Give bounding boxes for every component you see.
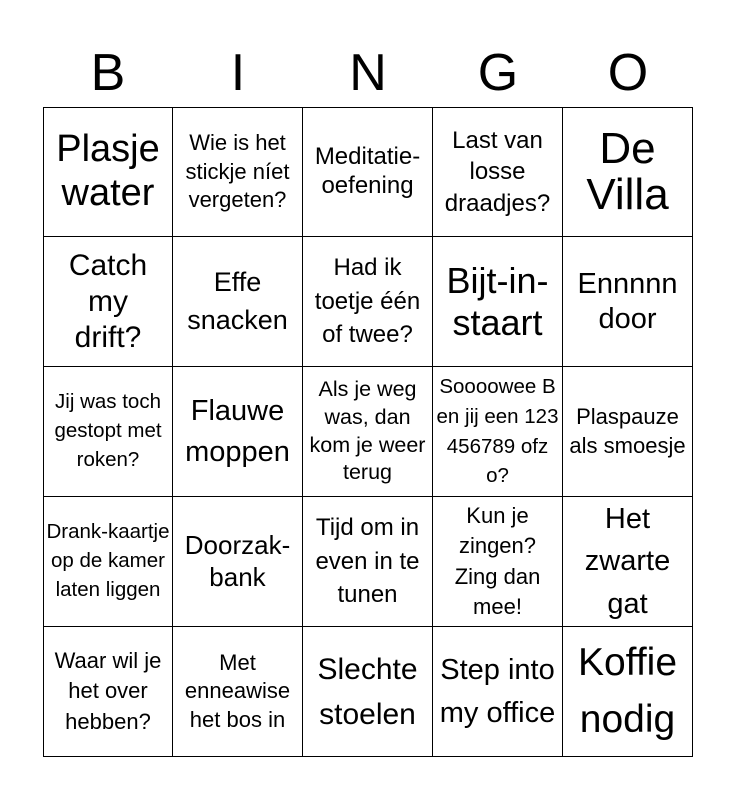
- bingo-cell[interactable]: [563, 237, 693, 367]
- bingo-cell[interactable]: [433, 237, 563, 367]
- bingo-cell[interactable]: [433, 627, 563, 757]
- bingo-cell[interactable]: [563, 367, 693, 497]
- cell-text: Het zwarte gat: [584, 503, 671, 620]
- cell-text: Soooowee Ben jij een 123456789 ofzo?: [436, 375, 559, 488]
- bingo-cell[interactable]: [303, 107, 433, 237]
- cell-text: Ennnnn door: [577, 267, 678, 335]
- cell-text: Drank-kaartje op de kamer laten liggen: [46, 520, 170, 601]
- bingo-cell[interactable]: [173, 497, 303, 627]
- cell-text: Effe snacken: [187, 266, 288, 335]
- bingo-cell[interactable]: [43, 107, 173, 237]
- header-letter-o: O: [607, 44, 649, 102]
- bingo-cell[interactable]: [173, 237, 303, 367]
- cell-text: Kun je zingen? Zing dan mee!: [454, 502, 541, 619]
- cell-text: De Villa: [586, 123, 669, 219]
- cell-text: Als je weg was, dan kom je weer terug: [309, 376, 426, 485]
- bingo-cell[interactable]: [303, 237, 433, 367]
- bingo-cell[interactable]: [43, 237, 173, 367]
- cell-text: Doorzak-bank: [184, 530, 291, 592]
- cell-text: Catch my drift?: [68, 248, 148, 354]
- cell-text: Plasje water: [56, 128, 160, 214]
- cell-text: Step into my office: [439, 654, 556, 729]
- cell-text: Wie is het stickje níet vergeten?: [185, 130, 290, 213]
- header-letter-i: I: [230, 44, 246, 102]
- bingo-cell[interactable]: [303, 367, 433, 497]
- bingo-cell[interactable]: [303, 497, 433, 627]
- bingo-cell[interactable]: [433, 367, 563, 497]
- cell-text: Had ik toetje één of twee?: [314, 254, 421, 349]
- header-letter-g: G: [477, 44, 519, 102]
- bingo-cell[interactable]: [563, 627, 693, 757]
- cell-text: Flauwe moppen: [185, 394, 290, 468]
- bingo-cell[interactable]: [433, 497, 563, 627]
- cell-text: Slechte stoelen: [317, 652, 418, 731]
- cell-text: Met enneawise het bos in: [184, 649, 291, 732]
- bingo-cell[interactable]: [173, 627, 303, 757]
- bingo-cell[interactable]: [43, 627, 173, 757]
- cell-text: Bijt-in-staart: [446, 260, 549, 343]
- bingo-cell[interactable]: [303, 627, 433, 757]
- header-letter-b: B: [90, 44, 126, 102]
- bingo-cell[interactable]: [563, 107, 693, 237]
- bingo-cell[interactable]: [173, 107, 303, 237]
- bingo-cell[interactable]: [43, 367, 173, 497]
- cell-text: Plaspauze als smoesje: [569, 403, 686, 458]
- cell-text: Jij was toch gestopt met roken?: [54, 390, 162, 471]
- cell-text: Last van losse draadjes?: [444, 127, 551, 217]
- bingo-cell[interactable]: [173, 367, 303, 497]
- cell-text: Waar wil je het over hebben?: [54, 647, 162, 734]
- header-letter-n: N: [349, 44, 387, 102]
- bingo-cell[interactable]: [43, 497, 173, 627]
- bingo-card-grid: [43, 107, 693, 757]
- cell-text: Koffie nodig: [577, 640, 678, 741]
- bingo-cell[interactable]: [433, 107, 563, 237]
- bingo-header: [43, 40, 693, 106]
- bingo-cell[interactable]: [563, 497, 693, 627]
- cell-text: Tijd om in even in te tunen: [315, 514, 420, 609]
- cell-text: Meditatie-oefening: [314, 143, 421, 199]
